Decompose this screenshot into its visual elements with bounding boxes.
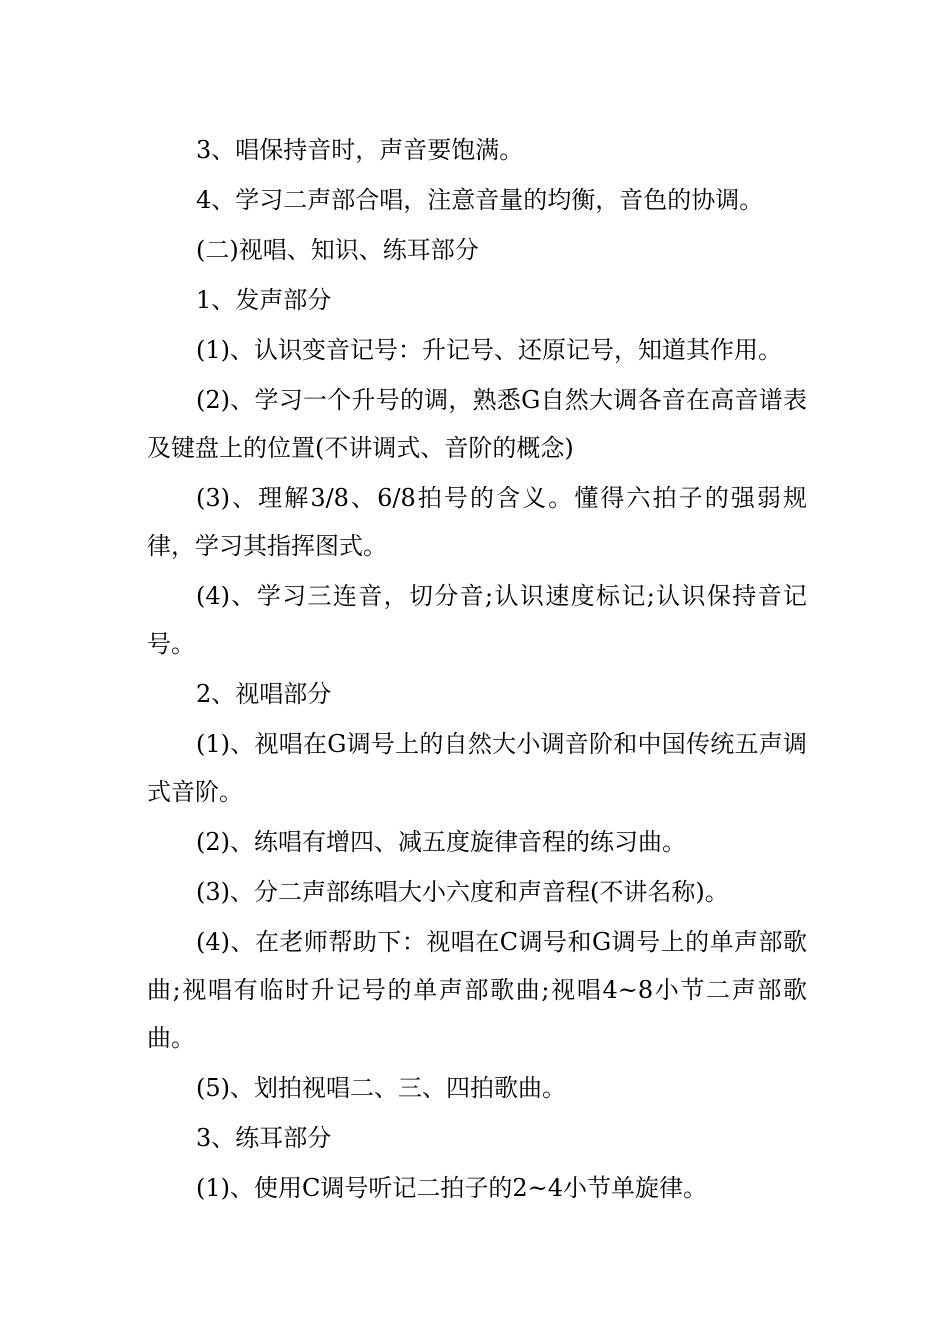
paragraph-3: (二)视唱、知识、练耳部分	[196, 236, 479, 264]
paragraph-14: (5)、划拍视唱二、三、四拍歌曲。	[196, 1074, 566, 1102]
paragraph-7: (3)、理解3/8、6/8拍号的含义。懂得六拍子的强弱规律，学习其指挥图式。	[147, 484, 807, 560]
paragraph-15: 3、练耳部分	[196, 1124, 332, 1152]
paragraph-16: (1)、使用C调号听记二拍子的2~4小节单旋律。	[196, 1174, 708, 1202]
paragraph-6: (2)、学习一个升号的调，熟悉G自然大调各音在高音谱表及键盘上的位置(不讲调式、音阶的概念)	[147, 386, 807, 462]
paragraph-5: (1)、认识变音记号：升记号、还原记号，知道其作用。	[196, 336, 782, 364]
paragraph-9: 2、视唱部分	[196, 680, 332, 708]
paragraph-1: 3、唱保持音时，声音要饱满。	[196, 136, 524, 164]
paragraph-13: (4)、在老师帮助下：视唱在C调号和G调号上的单声部歌曲;视唱有临时升记号的单声部歌曲;视唱4~8小节二声部歌曲。	[147, 928, 807, 1052]
paragraph-10: (1)、视唱在G调号上的自然大小调音阶和中国传统五声调式音阶。	[147, 730, 807, 806]
paragraph-2: 4、学习二声部合唱，注意音量的均衡，音色的协调。	[196, 186, 764, 214]
paragraph-12: (3)、分二声部练唱大小六度和声音程(不讲名称)。	[196, 878, 729, 906]
document-body	[147, 126, 807, 1214]
paragraph-8: (4)、学习三连音，切分音;认识速度标记;认识保持音记号。	[147, 582, 807, 658]
paragraph-4: 1、发声部分	[196, 286, 332, 314]
paragraph-11: (2)、练唱有增四、减五度旋律音程的练习曲。	[196, 828, 686, 856]
